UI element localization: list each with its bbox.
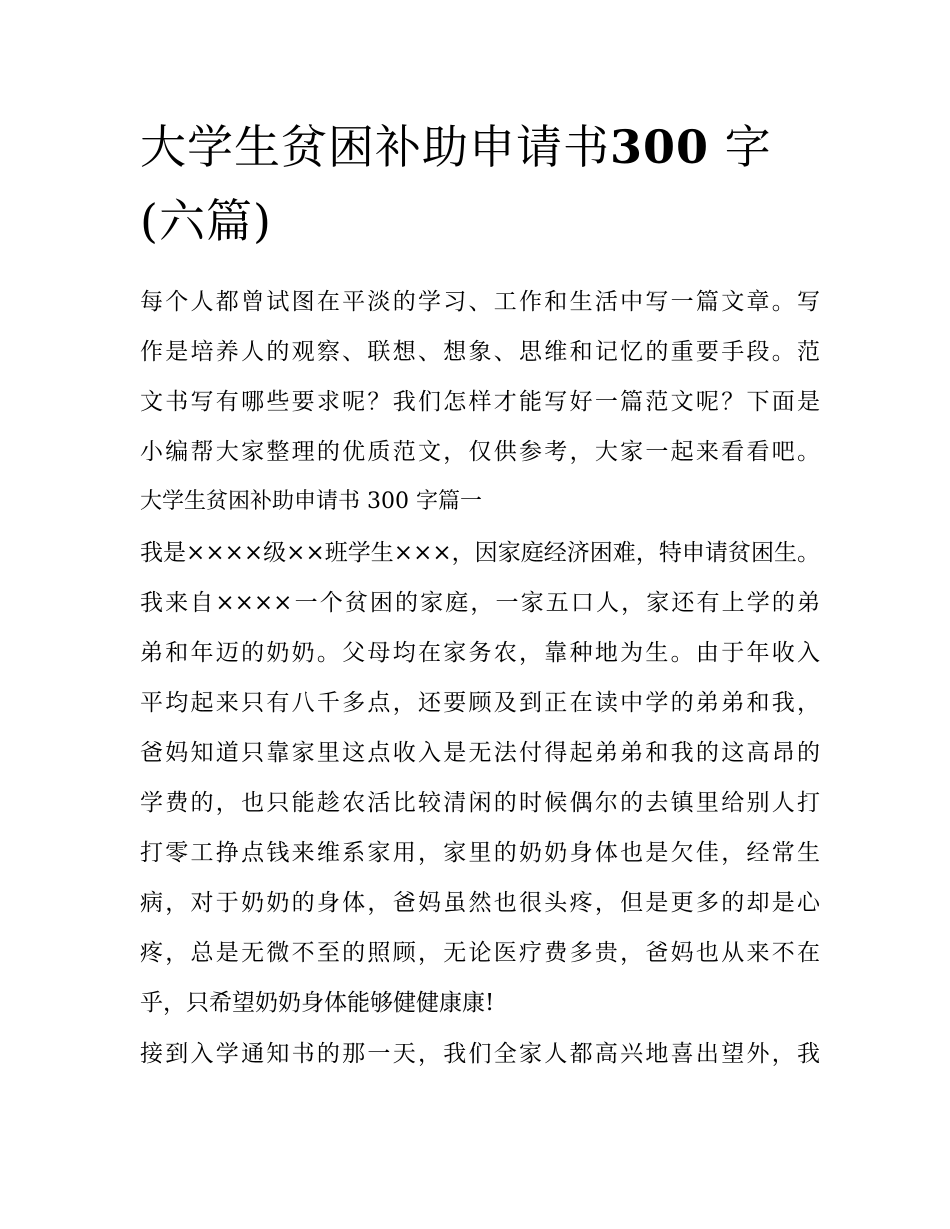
paragraph-line: 爸妈知道只靠家里这点收入是无法付得起弟弟和我的这高昂的 — [140, 740, 820, 766]
paragraph-line: 我来自××××一个贫困的家庭，一家五口人，家还有上学的弟 — [140, 590, 820, 616]
paragraph-line: 我是××××级××班学生×××，因家庭经济困难，特申请贫困生。 — [140, 540, 820, 566]
intro-line: 每个人都曾试图在平淡的学习、工作和生活中写一篇文章。写 — [140, 289, 820, 315]
paragraph-line: 接到入学通知书的那一天，我们全家人都高兴地喜出望外，我 — [140, 1041, 820, 1067]
paragraph-line: 疼，总是无微不至的照顾，无论医疗费多贵，爸妈也从来不在 — [140, 940, 820, 966]
paragraph-line: 学费的，也只能趁农活比较清闲的时候偶尔的去镇里给别人打 — [140, 790, 820, 816]
paragraph-line: 乎，只希望奶奶身体能够健健康康! — [140, 990, 495, 1016]
paragraph-line: 平均起来只有八千多点，还要顾及到正在读中学的弟弟和我， — [140, 690, 820, 716]
paragraph-line: 病，对于奶奶的身体，爸妈虽然也很头疼，但是更多的却是心 — [140, 890, 820, 916]
intro-line: 作是培养人的观察、联想、想象、思维和记忆的重要手段。范 — [140, 339, 820, 365]
title-text: 大学生贫困补助申请书 — [140, 120, 610, 174]
paragraph-line: 弟和年迈的奶奶。父母均在家务农，靠种地为生。由于年收入 — [140, 640, 820, 666]
intro-line: 小编帮大家整理的优质范文，仅供参考，大家一起来看看吧。 — [140, 439, 820, 465]
title-subtitle: (六篇) — [140, 194, 272, 248]
document-title — [140, 110, 820, 258]
intro-line: 文书写有哪些要求呢？我们怎样才能写好一篇范文呢？下面是 — [140, 389, 820, 415]
title-suffix: 字 — [709, 120, 772, 174]
section-heading: 大学生贫困补助申请书 300 字篇一 — [140, 489, 482, 514]
paragraph-line: 打零工挣点钱来维系家用，家里的奶奶身体也是欠佳，经常生 — [140, 840, 820, 866]
title-number: 300 — [610, 120, 710, 174]
